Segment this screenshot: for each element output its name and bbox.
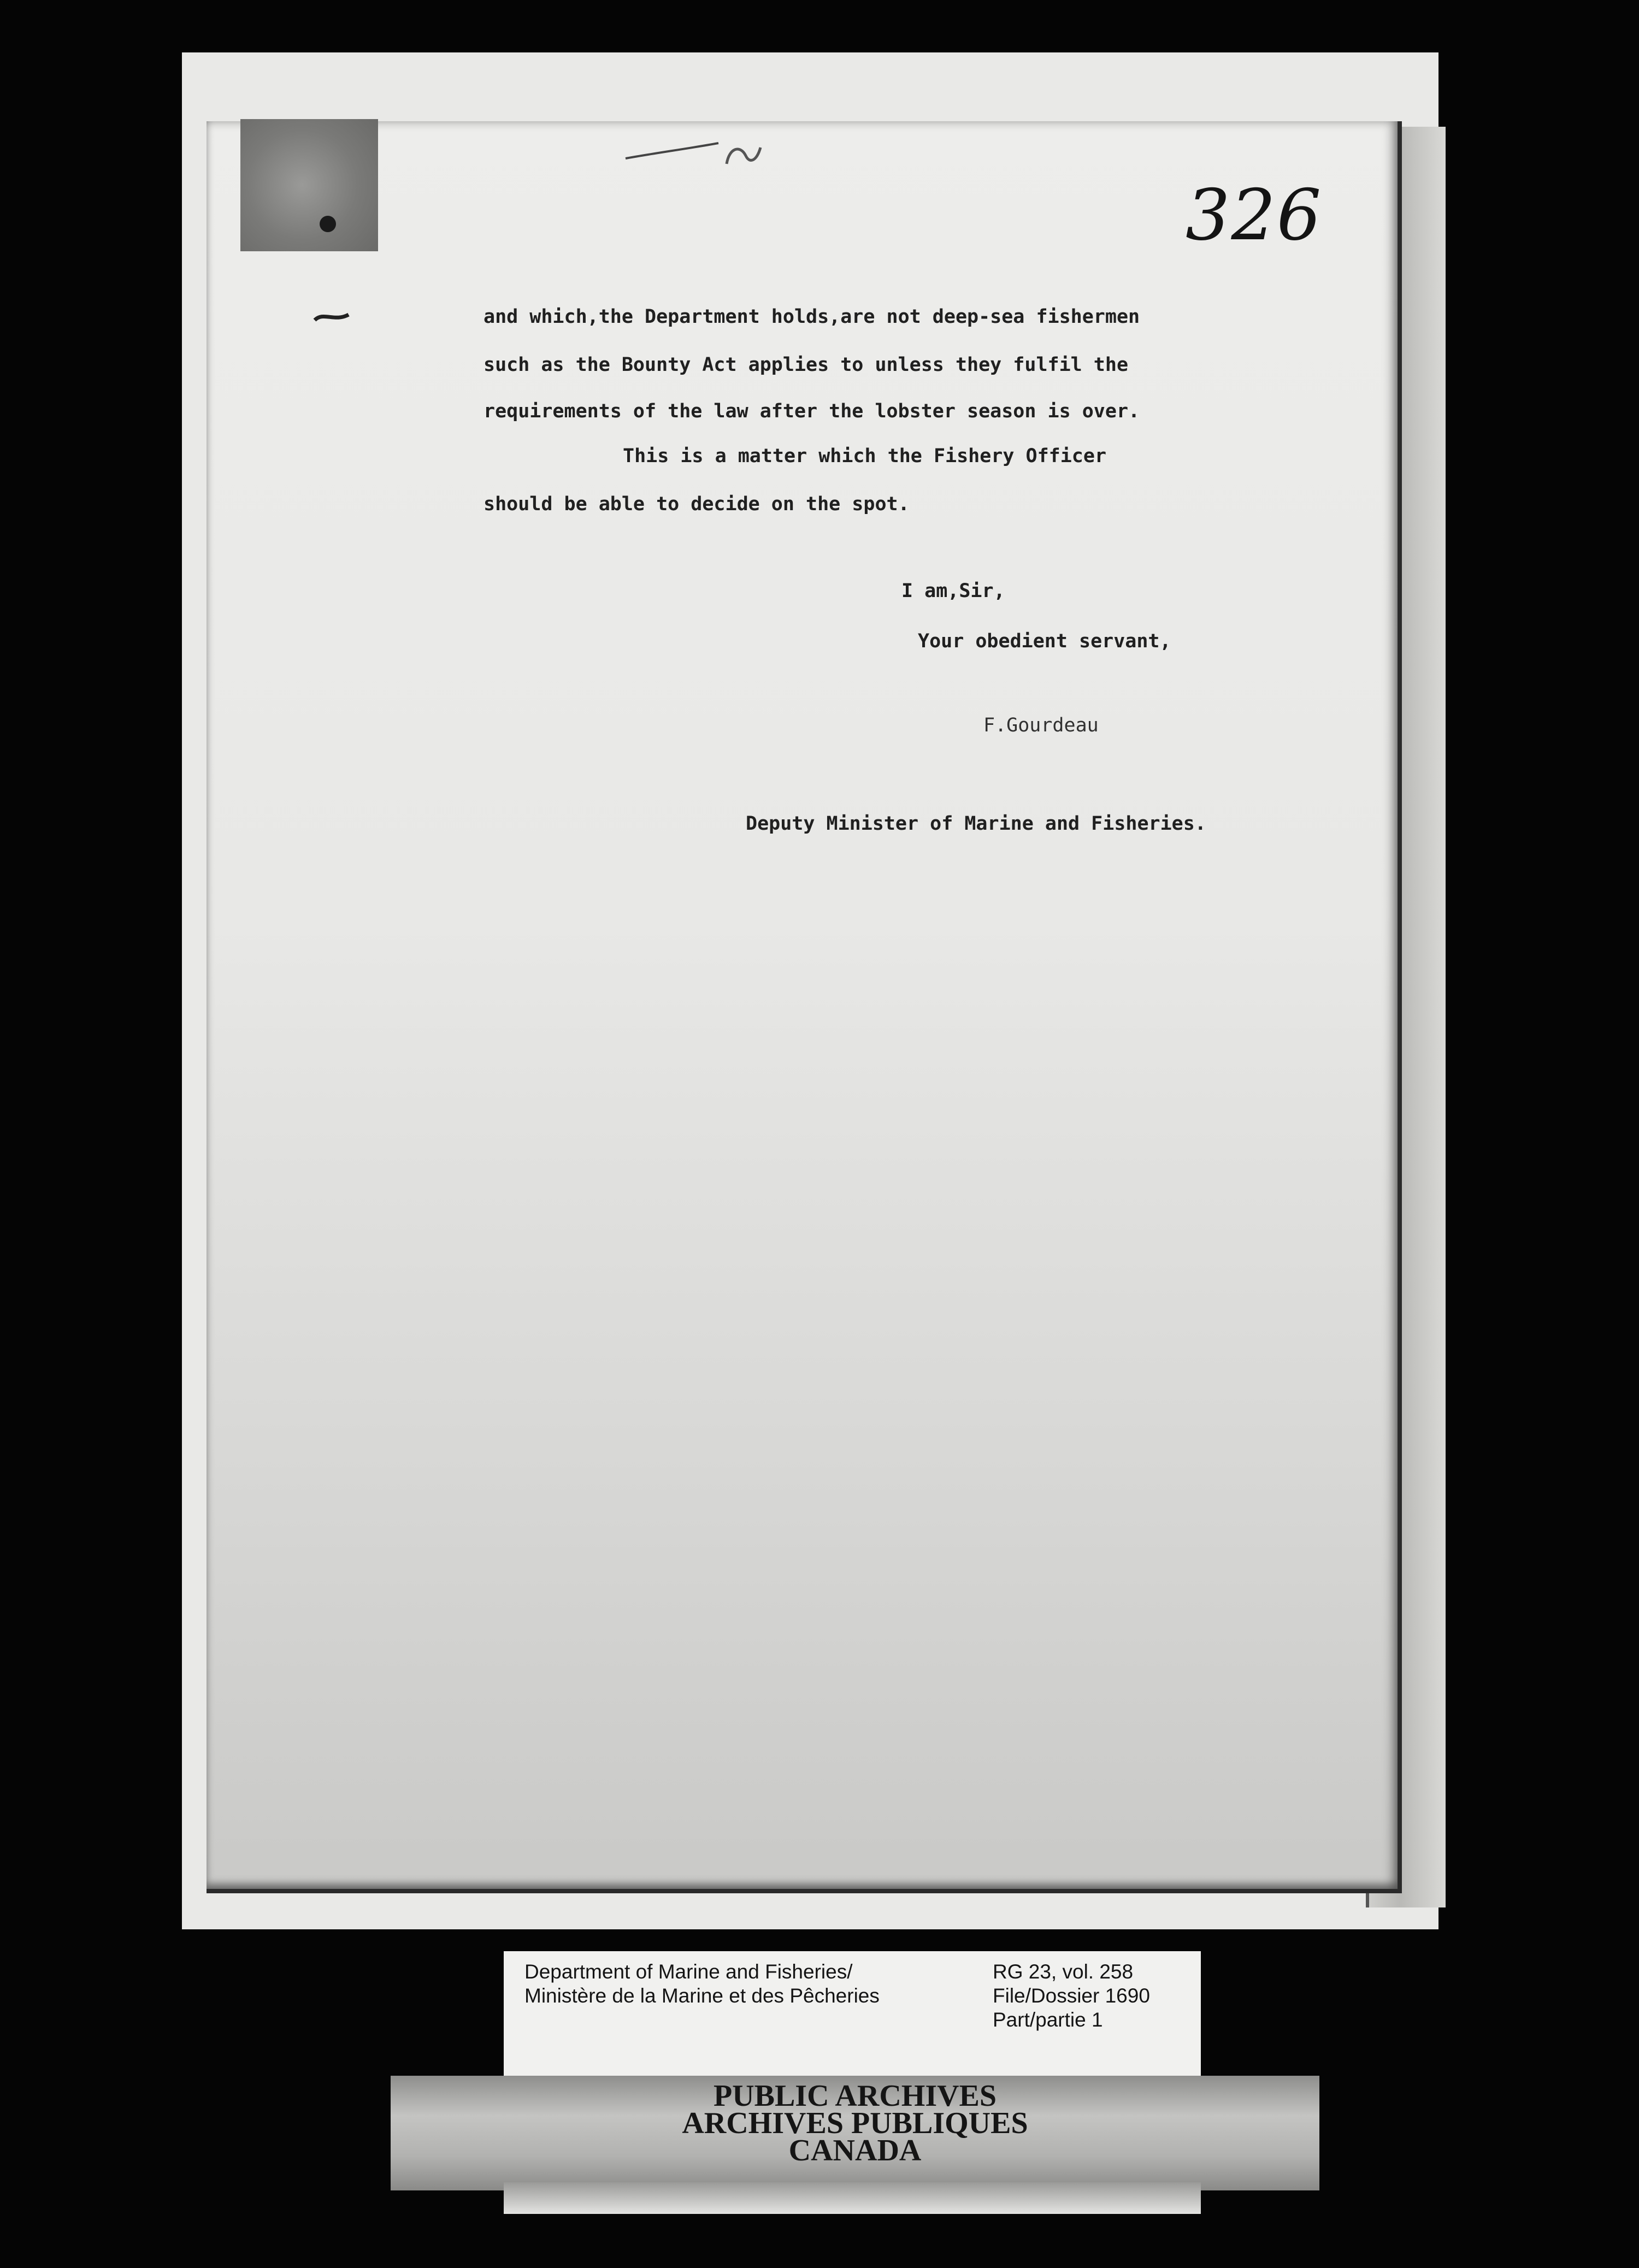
punch-hole — [320, 216, 336, 232]
letter-body-line: should be able to decide on the spot. — [484, 493, 910, 515]
letter-body-line: and which,the Department holds,are not deep-sea fishermen — [484, 306, 1140, 328]
signature-name: F.Gourdeau — [983, 714, 1099, 736]
department-name: Department of Marine and Fisheries/ Ministère de la Marine et des Pêcheries — [524, 1960, 880, 2007]
corner-stamp-mark — [240, 119, 378, 251]
pen-scribble — [623, 137, 765, 175]
label-strip — [504, 2182, 1201, 2214]
salutation-closing: I am,Sir, — [901, 580, 1005, 602]
margin-tick-mark — [313, 306, 351, 328]
archive-label-line: PUBLIC ARCHIVES — [713, 2079, 997, 2113]
signatory-title: Deputy Minister of Marine and Fisheries. — [746, 813, 1206, 835]
archival-reference-card — [504, 1951, 1201, 2081]
letter-body-line: such as the Bounty Act applies to unless they fulfil the — [484, 354, 1129, 376]
document-page — [207, 121, 1402, 1893]
letter-body-line: This is a matter which the Fishery Officer — [623, 445, 1107, 467]
archive-label-line: ARCHIVES PUBLIQUES — [682, 2106, 1028, 2140]
folio-number: 326 — [1186, 175, 1323, 256]
complimentary-close: Your obedient servant, — [918, 630, 1171, 652]
letter-body-line: requirements of the law after the lobster season is over. — [484, 400, 1140, 422]
file-reference: RG 23, vol. 258 File/Dossier 1690 Part/partie 1 — [993, 1960, 1150, 2031]
archive-label-line: CANADA — [788, 2134, 922, 2167]
public-archives-label — [391, 2076, 1319, 2190]
